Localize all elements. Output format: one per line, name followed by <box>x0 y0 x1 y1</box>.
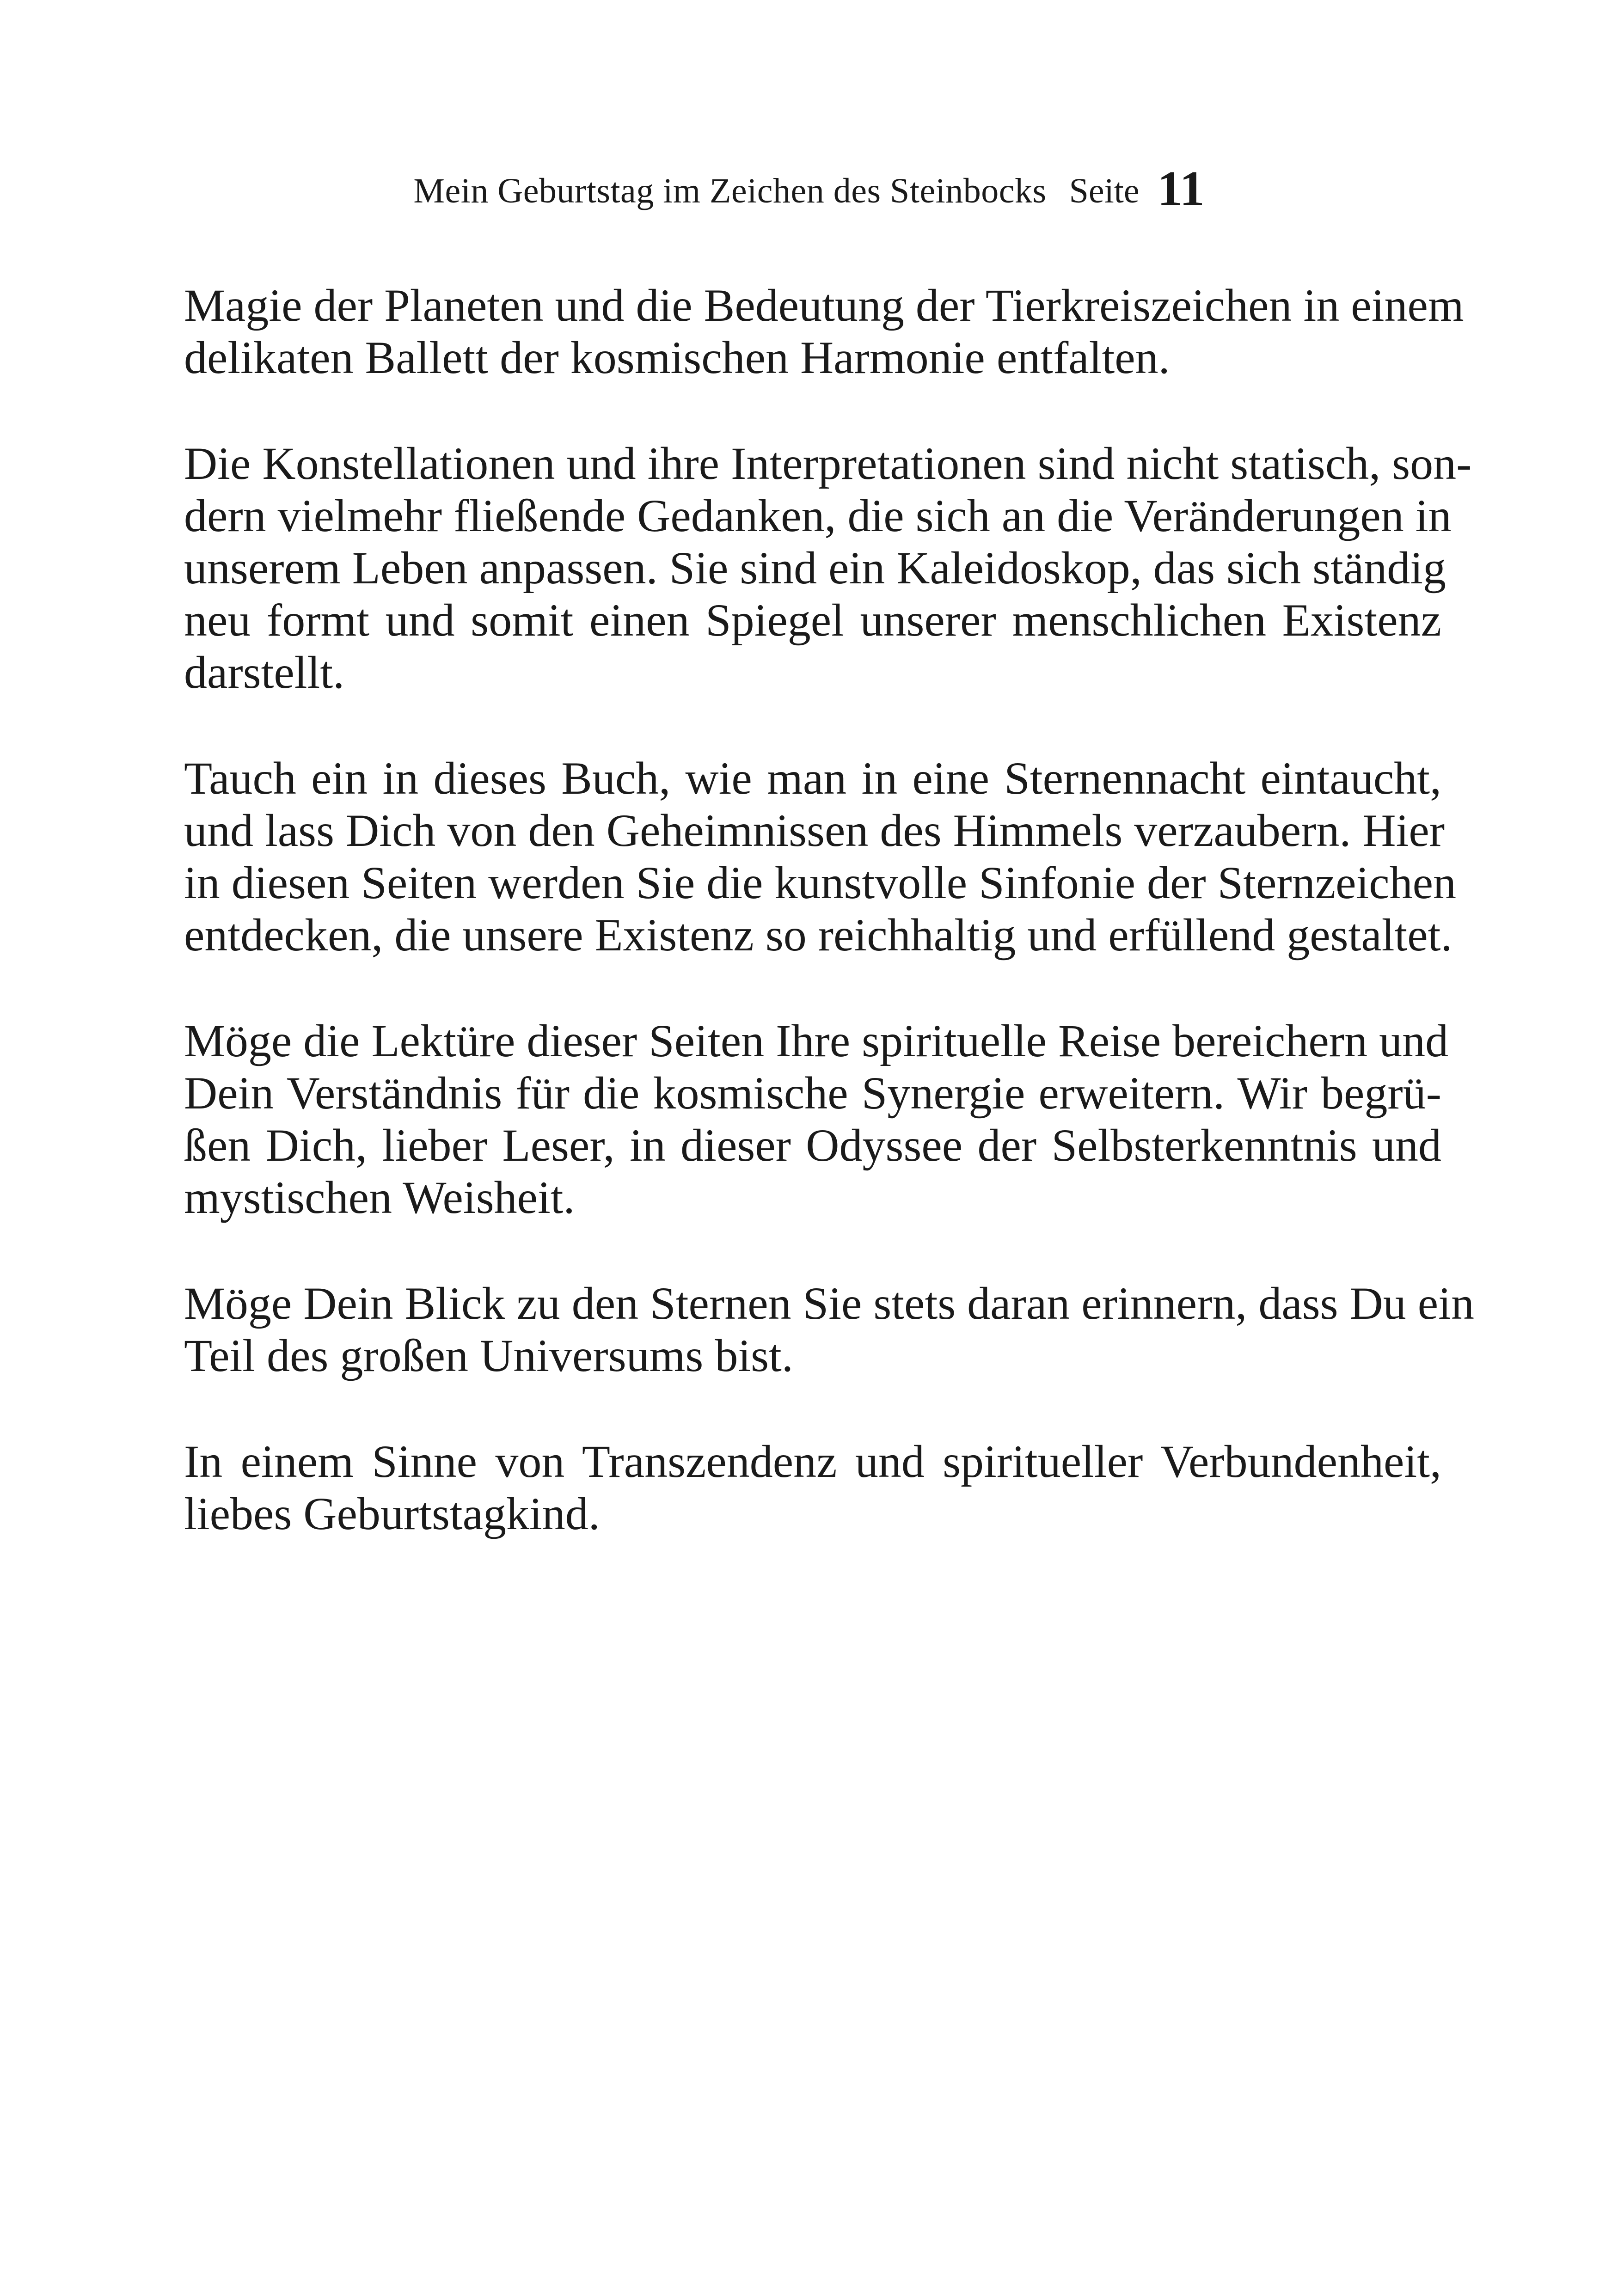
body-text <box>184 279 1474 1593</box>
text-line: Möge die Lektüre dieser Seiten Ihre spirituelle Reise bereichern und <box>184 1015 1449 1066</box>
text-line: Tauch ein in dieses Buch, wie man in eine Sternennacht eintaucht, <box>184 753 1441 804</box>
text-line: ßen Dich, lieber Leser, in dieser Odyssee der Selbsterkenntnis und <box>184 1120 1441 1171</box>
text-line: entdecken, die unsere Existenz so reichhaltig und erfüllend gestaltet. <box>184 909 1453 961</box>
paragraph <box>184 752 1457 961</box>
text-line: Dein Verständnis für die kosmische Synergie erweitern. Wir begrü- <box>184 1067 1441 1119</box>
text-line: dern vielmehr fließende Gedanken, die sich an die Veränderungen in <box>184 490 1452 541</box>
page-number: 11 <box>1157 161 1205 216</box>
text-line: Möge Dein Blick zu den Sternen Sie stets daran erinnern, dass Du ein <box>184 1278 1474 1329</box>
text-line: mystischen Weisheit. <box>184 1172 575 1223</box>
text-line: unserem Leben anpassen. Sie sind ein Kaleidoskop, das sich ständig <box>184 542 1446 594</box>
text-line: neu formt und somit einen Spiegel unserer menschlichen Existenz <box>184 594 1441 646</box>
text-line: Magie der Planeten und die Bedeutung der Tierkreiszeichen in einem <box>184 280 1464 331</box>
text-line: In einem Sinne von Transzendenz und spiritueller Verbundenheit, <box>184 1436 1441 1487</box>
paragraph <box>184 1435 1441 1540</box>
paragraph <box>184 437 1472 698</box>
text-line: Teil des großen Universums bist. <box>184 1330 793 1381</box>
book-title: Mein Geburtstag im Zeichen des Steinbocks <box>413 171 1047 210</box>
page-label: Seite <box>1069 171 1140 210</box>
paragraph <box>184 279 1464 384</box>
text-line: in diesen Seiten werden Sie die kunstvolle Sinfonie der Sternzeichen <box>184 857 1457 908</box>
text-line: Die Konstellationen und ihre Interpretationen sind nicht statisch, son- <box>184 438 1472 489</box>
running-header <box>0 161 1618 216</box>
text-line: liebes Geburtstagkind. <box>184 1488 600 1539</box>
paragraph <box>184 1277 1474 1382</box>
text-line: darstellt. <box>184 647 345 698</box>
paragraph <box>184 1015 1449 1224</box>
text-line: delikaten Ballett der kosmischen Harmonie entfalten. <box>184 332 1170 383</box>
text-line: und lass Dich von den Geheimnissen des Himmels verzaubern. Hier <box>184 805 1445 856</box>
